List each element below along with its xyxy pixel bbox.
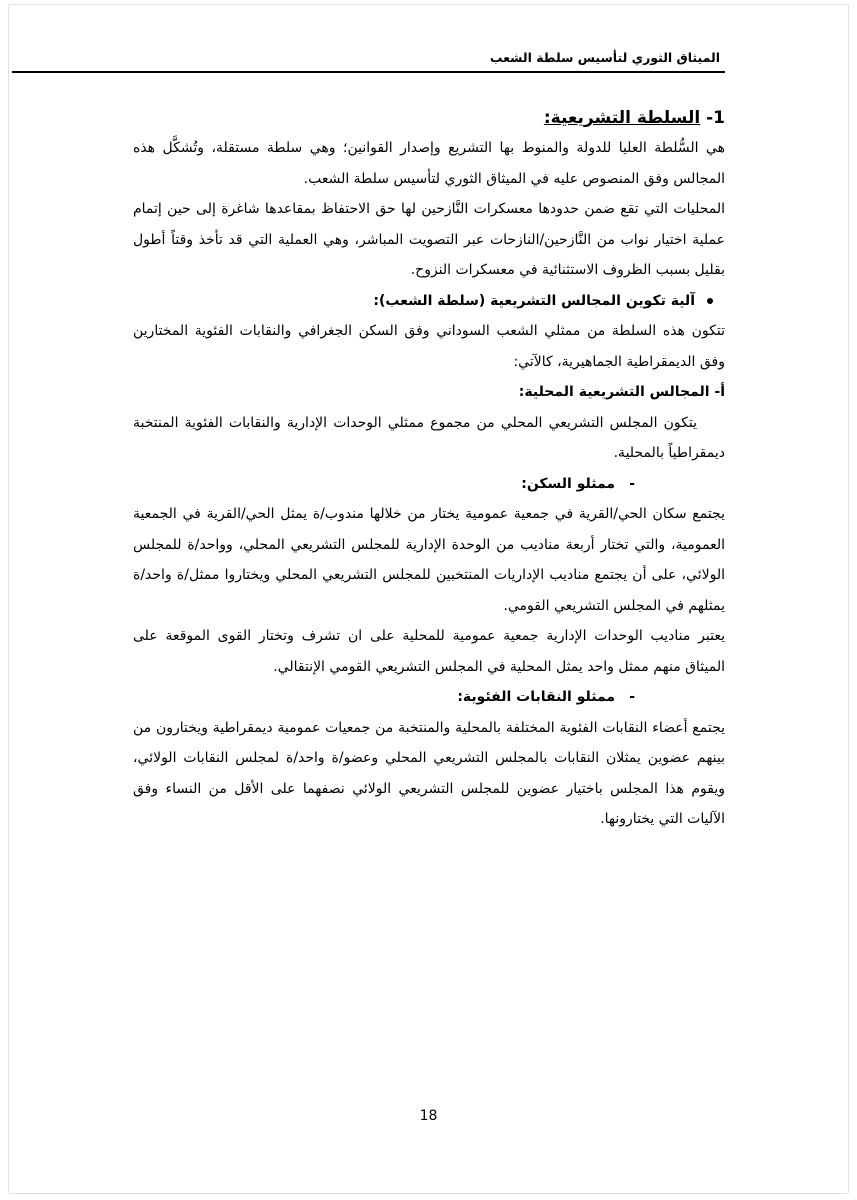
running-header: الميثاق الثوري لتأسيس سلطة الشعب [489, 50, 720, 65]
composition-paragraph: تتكون هذه السلطة من ممثلي الشعب السوداني وفق السكن الجغرافي والنقابات الفئوية المختارين وفق الديمقراطية الجماهيرية، كالآتي: [133, 323, 725, 370]
local-councils-paragraph: يتكون المجلس التشريعي المحلي من مجموع ممثلي الوحدات الإدارية والنقابات الفئوية المنتخبة ديمقراطياً بالمحلية. [133, 414, 725, 461]
bullet-item [133, 286, 725, 317]
unions-heading-row [133, 682, 725, 713]
section-title [133, 103, 725, 133]
page-number: 18 [419, 1108, 438, 1124]
intro-paragraph: هي السُّلطة العليا للدولة والمنوط بها التشريع وإصدار القوانين؛ وهي سلطة مستقلة، وتُشكَّل هذه المجالس وفق المنصوص عليه في الميثاق الثوري لتأسيس سلطة الشعب. [133, 140, 725, 187]
header-rule [12, 71, 725, 73]
bullet-heading: آلية تكوين المجالس التشريعية (سلطة الشعب): [373, 292, 695, 309]
local-councils-heading: أ- المجالس التشريعية المحلية: [518, 384, 725, 400]
section-number: 1- [706, 108, 725, 128]
residents-paragraph-2: يعتبر مناديب الوحدات الإدارية جمعية عمومية للمحلية على ان تشرف وتختار القوى الموقعة على الميثاق منهم ممثل واحد يمثل المحلية في المجلس التشريعي القومي الإنتقالي. [133, 628, 725, 675]
document-body [133, 103, 725, 835]
dash-icon: - [629, 475, 635, 492]
section-title-text: السلطة التشريعية: [543, 108, 701, 128]
unions-paragraph: يجتمع أعضاء النقابات الفئوية المختلفة بالمحلية والمنتخبة من جمعيات عمومية ديمقراطية ويختارون من بينهم عضوين يمثلان النقابات بالمجلس التشريعي المحلي وعضو/ة واحد/ة لمجلس النقابات الولائي، ويقوم هذا المجلس باختيار عضوين للمجلس التشريعي الولائي نصفهما على الأقل من النساء وفق الآليات التي يختارونها. [133, 719, 725, 827]
dash-icon: - [629, 689, 635, 705]
camps-paragraph: المحليات التي تقع ضمن حدودها معسكرات النَّازحين لها حق الاحتفاظ بمقاعدها شاغرة إلى حين إتمام عملية اختيار نواب من النَّازحين/النازحات عبر التصويت المباشر، وهي العملية التي قد تأخذ وقتاً أطول بقليل بسبب الظروف الاستثنائية في معسكرات النزوح. [133, 201, 725, 278]
unions-heading: ممثلو النقابات الفئوية: [457, 689, 615, 705]
residents-paragraph: يجتمع سكان الحي/القرية في جمعية عمومية يختار من خلالها مندوب/ة يمثل الحي/القرية في الجمعية العمومية، والتي تختار أربعة مناديب من الوحدة الإدارية للمجلس التشريعي المحلي، وواحد/ة للمجلس الولائي، على أن يجتمع مناديب الإداريات المنتخبين للمجلس التشريعي المحلي ويختاروا ممثل/ة واحد/ة يمثلهم في المجلس التشريعي القومي. [133, 506, 725, 614]
bullet-icon [707, 298, 713, 304]
residents-heading: ممثلو السكن: [521, 475, 615, 492]
residents-heading-row [133, 469, 725, 500]
